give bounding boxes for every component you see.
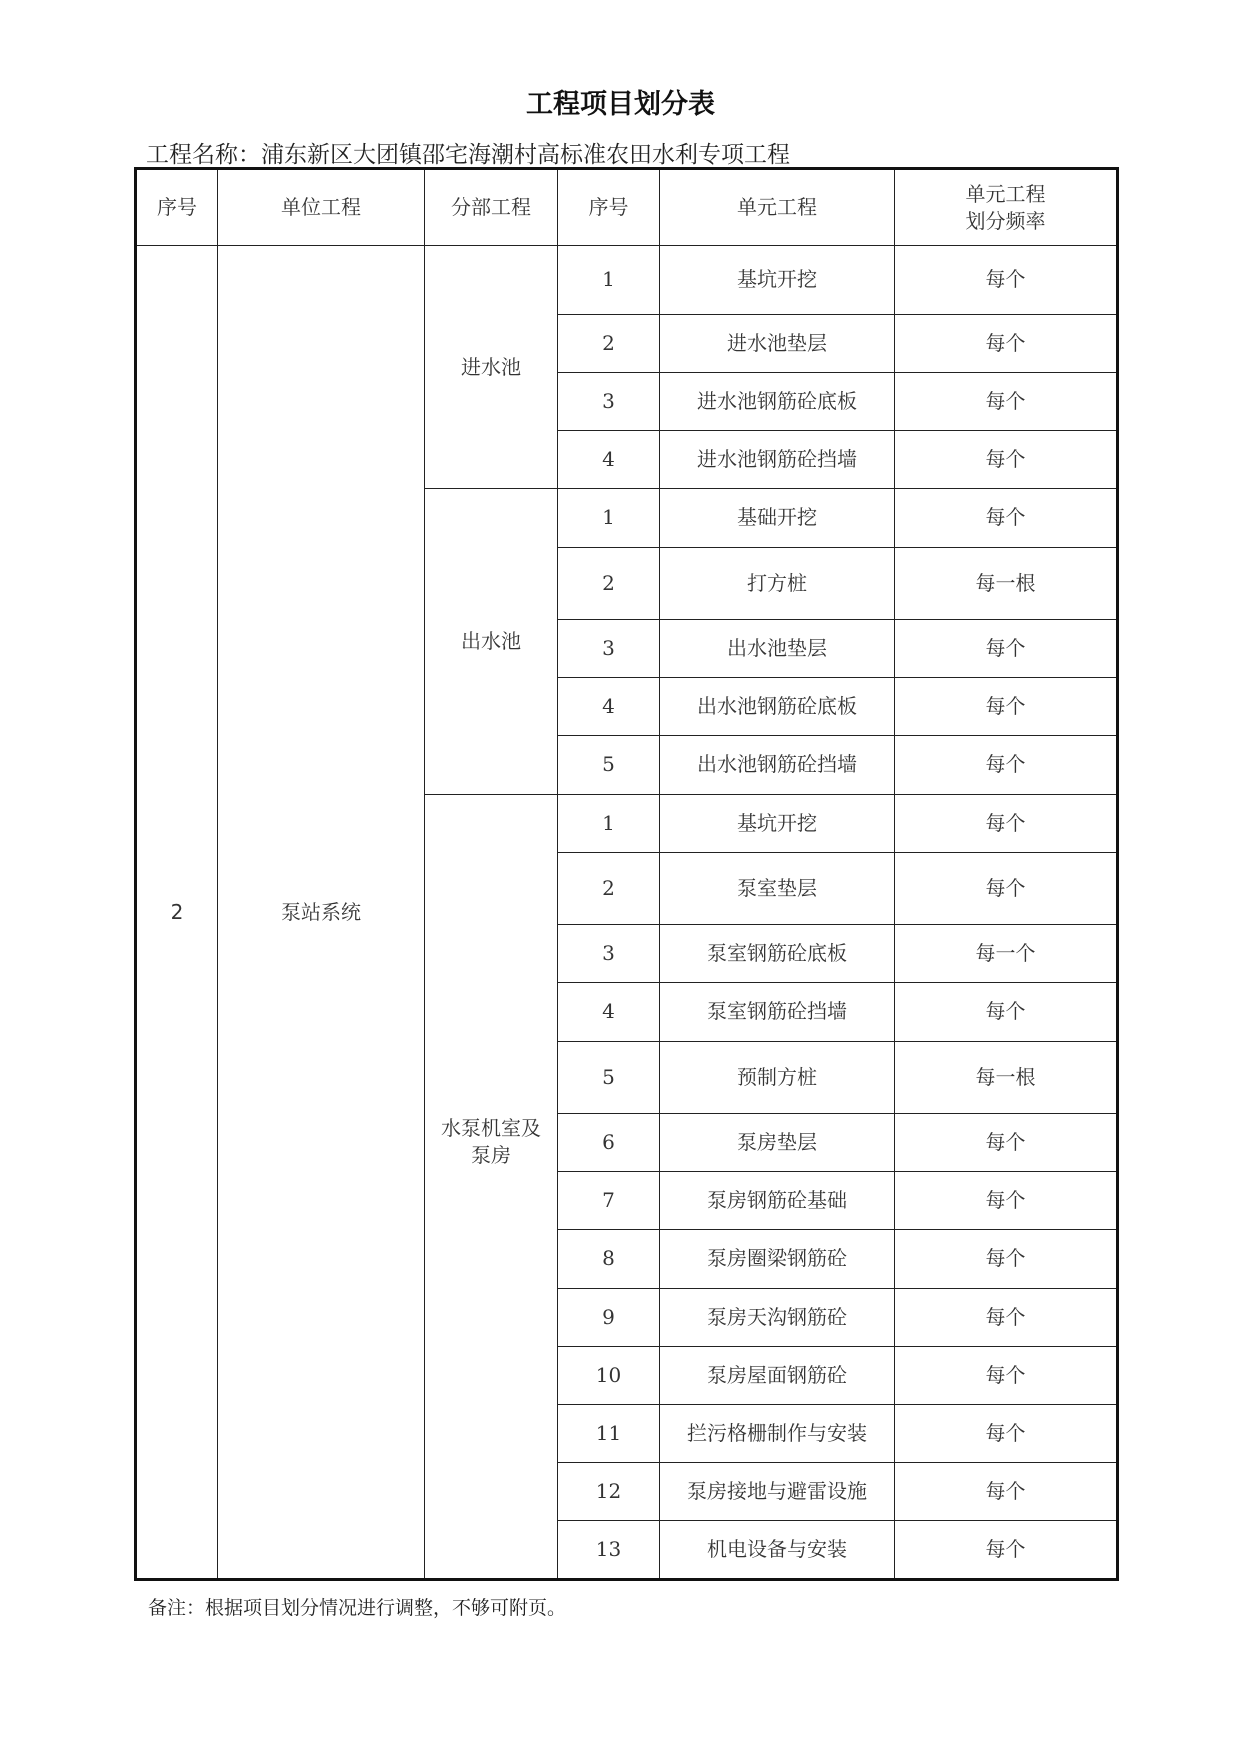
element-project-name: 泵房圈梁钢筋砼 <box>660 1230 895 1288</box>
sub-project-name <box>425 794 558 1579</box>
header-element-project: 单元工程 <box>660 169 895 246</box>
item-seq: 13 <box>558 1521 660 1580</box>
project-name: 工程名称：浦东新区大团镇邵宅海潮村高标准农田水利专项工程 <box>146 142 790 168</box>
division-frequency: 每一根 <box>895 547 1118 619</box>
element-project-name: 基坑开挖 <box>660 794 895 852</box>
item-seq: 2 <box>558 547 660 619</box>
division-frequency: 每个 <box>895 1521 1118 1580</box>
item-seq: 12 <box>558 1463 660 1521</box>
division-frequency: 每个 <box>895 736 1118 794</box>
division-frequency: 每个 <box>895 431 1118 489</box>
header-item-seq: 序号 <box>558 169 660 246</box>
sub-project-name-line1: 出水池 <box>461 628 521 653</box>
unit-seq: 2 <box>136 246 218 1580</box>
element-project-name: 泵室垫层 <box>660 852 895 924</box>
table-row <box>136 246 1118 314</box>
element-project-name: 机电设备与安装 <box>660 1521 895 1580</box>
header-frequency-line2: 划分频率 <box>965 208 1046 233</box>
item-seq: 2 <box>558 314 660 372</box>
item-seq: 4 <box>558 678 660 736</box>
division-frequency: 每个 <box>895 983 1118 1041</box>
item-seq: 8 <box>558 1230 660 1288</box>
item-seq: 1 <box>558 794 660 852</box>
element-project-name: 基础开挖 <box>660 489 895 547</box>
element-project-name: 进水池钢筋砼挡墙 <box>660 431 895 489</box>
item-seq: 1 <box>558 246 660 314</box>
item-seq: 10 <box>558 1346 660 1404</box>
division-frequency: 每个 <box>895 1230 1118 1288</box>
division-frequency: 每一根 <box>895 1041 1118 1113</box>
item-seq: 6 <box>558 1113 660 1171</box>
sub-project-name-line1: 进水池 <box>461 354 521 379</box>
item-seq: 3 <box>558 372 660 430</box>
element-project-name: 泵房接地与避雷设施 <box>660 1463 895 1521</box>
item-seq: 9 <box>558 1288 660 1346</box>
item-seq: 7 <box>558 1172 660 1230</box>
header-row <box>136 169 1118 246</box>
element-project-name: 出水池钢筋砼底板 <box>660 678 895 736</box>
footnote: 备注：根据项目划分情况进行调整，不够可附页。 <box>148 1597 567 1619</box>
header-frequency <box>895 169 1118 246</box>
element-project-name: 泵房屋面钢筋砼 <box>660 1346 895 1404</box>
element-project-name: 泵室钢筋砼底板 <box>660 925 895 983</box>
division-frequency: 每个 <box>895 794 1118 852</box>
unit-project-name: 泵站系统 <box>218 246 425 1580</box>
element-project-name: 打方桩 <box>660 547 895 619</box>
division-table <box>134 167 1119 1581</box>
element-project-name: 进水池垫层 <box>660 314 895 372</box>
item-seq: 4 <box>558 983 660 1041</box>
sub-project-name <box>425 246 558 489</box>
item-seq: 1 <box>558 489 660 547</box>
page-title: 工程项目划分表 <box>526 89 715 120</box>
item-seq: 11 <box>558 1405 660 1463</box>
element-project-name: 泵房垫层 <box>660 1113 895 1171</box>
division-frequency: 每个 <box>895 1405 1118 1463</box>
division-frequency: 每个 <box>895 1463 1118 1521</box>
item-seq: 3 <box>558 619 660 677</box>
element-project-name: 预制方桩 <box>660 1041 895 1113</box>
division-frequency: 每个 <box>895 678 1118 736</box>
division-frequency: 每个 <box>895 852 1118 924</box>
element-project-name: 进水池钢筋砼底板 <box>660 372 895 430</box>
item-seq: 5 <box>558 1041 660 1113</box>
element-project-name: 基坑开挖 <box>660 246 895 314</box>
header-unit-project: 单位工程 <box>218 169 425 246</box>
sub-project-name <box>425 489 558 794</box>
sub-project-name-line2: 泵房 <box>471 1142 511 1167</box>
element-project-name: 泵房钢筋砼基础 <box>660 1172 895 1230</box>
header-frequency-line1: 单元工程 <box>965 181 1046 206</box>
division-frequency: 每个 <box>895 372 1118 430</box>
division-frequency: 每一个 <box>895 925 1118 983</box>
division-frequency: 每个 <box>895 246 1118 314</box>
division-frequency: 每个 <box>895 1113 1118 1171</box>
division-frequency: 每个 <box>895 1288 1118 1346</box>
division-frequency: 每个 <box>895 1346 1118 1404</box>
division-frequency: 每个 <box>895 489 1118 547</box>
division-frequency: 每个 <box>895 619 1118 677</box>
header-sub-project: 分部工程 <box>425 169 558 246</box>
element-project-name: 泵室钢筋砼挡墙 <box>660 983 895 1041</box>
division-frequency: 每个 <box>895 314 1118 372</box>
sub-project-name-line1: 水泵机室及 <box>441 1115 541 1140</box>
element-project-name: 出水池垫层 <box>660 619 895 677</box>
element-project-name: 出水池钢筋砼挡墙 <box>660 736 895 794</box>
item-seq: 3 <box>558 925 660 983</box>
item-seq: 2 <box>558 852 660 924</box>
element-project-name: 拦污格栅制作与安装 <box>660 1405 895 1463</box>
item-seq: 4 <box>558 431 660 489</box>
item-seq: 5 <box>558 736 660 794</box>
element-project-name: 泵房天沟钢筋砼 <box>660 1288 895 1346</box>
header-seq: 序号 <box>136 169 218 246</box>
division-frequency: 每个 <box>895 1172 1118 1230</box>
